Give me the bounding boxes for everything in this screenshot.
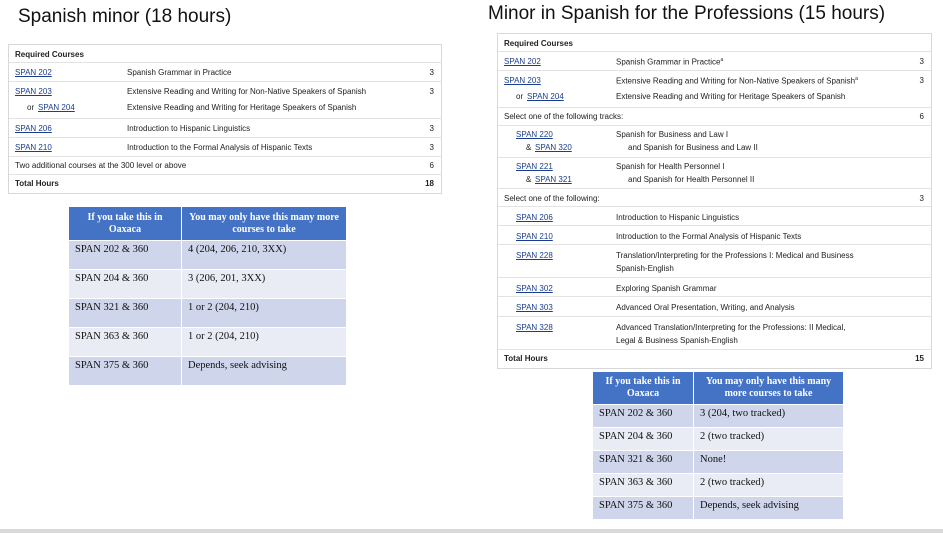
course-link-span-210[interactable]: SPAN 210 [15, 143, 52, 152]
course-title: Extensive Reading and Writing for Heritage Speakers of Spanish [127, 103, 357, 112]
professions-minor-title: Minor in Spanish for the Professions (15 hours) [488, 3, 886, 24]
table-header-row [9, 45, 441, 63]
course-row-span-203 [498, 71, 931, 108]
oaxaca-remaining: Depends, seek advising [694, 497, 844, 520]
course-title: Introduction to the Formal Analysis of Hispanic Texts [127, 143, 313, 152]
select-one-label: Select one of the following: [504, 194, 600, 203]
course-hours: 3 [919, 76, 924, 85]
oaxaca-remaining: 2 (two tracked) [694, 428, 844, 451]
required-courses-header: Required Courses [504, 39, 573, 48]
bottom-divider [0, 529, 943, 533]
oaxaca-courses: SPAN 202 & 360 [69, 241, 182, 270]
course-link-span-204[interactable]: SPAN 204 [527, 92, 564, 101]
oaxaca-remaining: 3 (204, two tracked) [694, 405, 844, 428]
oaxaca-courses: SPAN 204 & 360 [69, 270, 182, 299]
oaxaca-remaining: 4 (204, 206, 210, 3XX) [182, 241, 347, 270]
additional-courses-label: Two additional courses at the 300 level or above [15, 161, 187, 170]
list-item [498, 317, 931, 350]
table-row [69, 328, 347, 357]
course-link-span-303[interactable]: SPAN 303 [516, 303, 553, 312]
oaxaca-col-course-header: If you take this in Oaxaca [69, 207, 182, 241]
required-courses-header: Required Courses [15, 50, 84, 59]
professions-minor-course-table [497, 33, 932, 369]
oaxaca-remaining: None! [694, 451, 844, 474]
table-row [69, 299, 347, 328]
oaxaca-col-remaining-header: You may only have this many more courses to take [182, 207, 347, 241]
course-title: Spanish for Business and Law I [616, 130, 729, 139]
table-row [593, 474, 844, 497]
oaxaca-remaining: 2 (two tracked) [694, 474, 844, 497]
list-item [498, 226, 931, 245]
oaxaca-remaining: Depends, seek advising [182, 357, 347, 386]
oaxaca-remaining: 3 (206, 201, 3XX) [182, 270, 347, 299]
course-link-span-221[interactable]: SPAN 221 [516, 162, 553, 171]
course-row-span-206 [9, 119, 441, 138]
course-title: and Spanish for Health Personnel II [628, 175, 755, 184]
course-title: Extensive Reading and Writing for Non-Native Speakers of Spanish [127, 87, 367, 96]
course-row-span-202 [9, 63, 441, 82]
select-track-label: Select one of the following tracks: [504, 112, 624, 121]
course-hours: 3 [429, 87, 434, 96]
course-link-span-203[interactable]: SPAN 203 [15, 87, 52, 96]
footnote-marker: a [855, 76, 858, 82]
table-row [593, 405, 844, 428]
course-title: Translation/Interpreting for the Professions I: Medical and Business [616, 251, 854, 260]
oaxaca-courses: SPAN 321 & 360 [69, 299, 182, 328]
course-link-span-210[interactable]: SPAN 210 [516, 232, 553, 241]
spanish-minor-title: Spanish minor (18 hours) [18, 6, 232, 27]
total-hours-row [498, 350, 931, 367]
course-row-span-203 [9, 82, 441, 119]
list-item [498, 207, 931, 226]
course-title: Extensive Reading and Writing for Heritage Speakers of Spanish [616, 92, 846, 101]
oaxaca-courses: SPAN 204 & 360 [593, 428, 694, 451]
course-title: Advanced Translation/Interpreting for the Professions: II Medical, [616, 323, 846, 332]
additional-courses-row [9, 157, 441, 175]
course-link-span-202[interactable]: SPAN 202 [504, 57, 541, 66]
course-link-span-220[interactable]: SPAN 220 [516, 130, 553, 139]
oaxaca-header-row [69, 207, 347, 241]
oaxaca-courses: SPAN 321 & 360 [593, 451, 694, 474]
course-hours: 3 [429, 68, 434, 77]
table-row [593, 451, 844, 474]
footnote-marker: a [720, 57, 724, 63]
oaxaca-col-course-header: If you take this in Oaxaca [593, 372, 694, 405]
or-label: or [27, 103, 35, 112]
course-title: Spanish Grammar in Practice [127, 68, 232, 77]
total-hours-label: Total Hours [504, 354, 548, 363]
total-hours-value: 15 [915, 354, 924, 363]
oaxaca-header-row [593, 372, 844, 405]
course-row-span-202 [498, 52, 931, 71]
oaxaca-courses: SPAN 363 & 360 [69, 328, 182, 357]
spanish-minor-course-table [8, 44, 442, 194]
table-row [593, 428, 844, 451]
course-link-span-321[interactable]: SPAN 321 [535, 175, 572, 184]
course-title: Advanced Oral Presentation, Writing, and Analysis [616, 303, 795, 312]
course-row-span-210 [9, 138, 441, 157]
ampersand-label: & [526, 143, 532, 152]
course-link-span-206[interactable]: SPAN 206 [15, 124, 52, 133]
oaxaca-remaining: 1 or 2 (204, 210) [182, 328, 347, 357]
course-link-span-203[interactable]: SPAN 203 [504, 76, 541, 85]
oaxaca-remaining: 1 or 2 (204, 210) [182, 299, 347, 328]
course-hours: 3 [429, 124, 434, 133]
or-label: or [516, 92, 524, 101]
table-row [69, 357, 347, 386]
select-one-row [498, 189, 931, 207]
oaxaca-table-professions [592, 371, 844, 520]
course-title-continued: Legal & Business Spanish-English [616, 336, 738, 345]
table-row [593, 497, 844, 520]
table-row [69, 270, 347, 299]
course-title: and Spanish for Business and Law II [628, 143, 758, 152]
oaxaca-courses: SPAN 375 & 360 [69, 357, 182, 386]
course-link-span-206[interactable]: SPAN 206 [516, 213, 553, 222]
course-title: Introduction to Hispanic Linguistics [127, 124, 251, 133]
oaxaca-courses: SPAN 202 & 360 [593, 405, 694, 428]
total-hours-label: Total Hours [15, 179, 59, 188]
oaxaca-table-minor [68, 206, 347, 386]
table-header-row [498, 34, 931, 52]
course-title: Extensive Reading and Writing for Non-Native Speakers of Spanish$^a$ [616, 76, 858, 86]
course-title: Spanish for Health Personnel I [616, 162, 725, 171]
course-link-span-328[interactable]: SPAN 328 [516, 323, 553, 332]
course-hours: 3 [429, 143, 434, 152]
course-title: Introduction to Hispanic Linguistics [616, 213, 740, 222]
course-title: Exploring Spanish Grammar [616, 284, 717, 293]
course-link-span-204[interactable]: SPAN 204 [38, 103, 75, 112]
select-track-row [498, 108, 931, 126]
course-link-span-202[interactable]: SPAN 202 [15, 68, 52, 77]
course-link-span-320[interactable]: SPAN 320 [535, 143, 572, 152]
course-hours: 3 [919, 57, 924, 66]
course-title: Introduction to the Formal Analysis of Hispanic Texts [616, 232, 802, 241]
course-hours: 6 [919, 112, 924, 121]
track-row-health [498, 158, 931, 189]
course-link-span-302[interactable]: SPAN 302 [516, 284, 553, 293]
course-hours: 6 [429, 161, 434, 170]
oaxaca-courses: SPAN 375 & 360 [593, 497, 694, 520]
course-title: Spanish Grammar in Practice$^a$ [616, 57, 724, 67]
oaxaca-col-remaining-header: You may only have this many more courses to take [694, 372, 844, 405]
list-item [498, 278, 931, 297]
ampersand-label: & [526, 175, 532, 184]
table-row [69, 241, 347, 270]
total-hours-value: 18 [425, 179, 434, 188]
list-item [498, 297, 931, 317]
course-link-span-228[interactable]: SPAN 228 [516, 251, 553, 260]
course-hours: 3 [919, 194, 924, 203]
course-title-continued: Spanish-English [616, 264, 674, 273]
oaxaca-courses: SPAN 363 & 360 [593, 474, 694, 497]
list-item [498, 245, 931, 278]
total-hours-row [9, 175, 441, 192]
track-row-business [498, 126, 931, 158]
